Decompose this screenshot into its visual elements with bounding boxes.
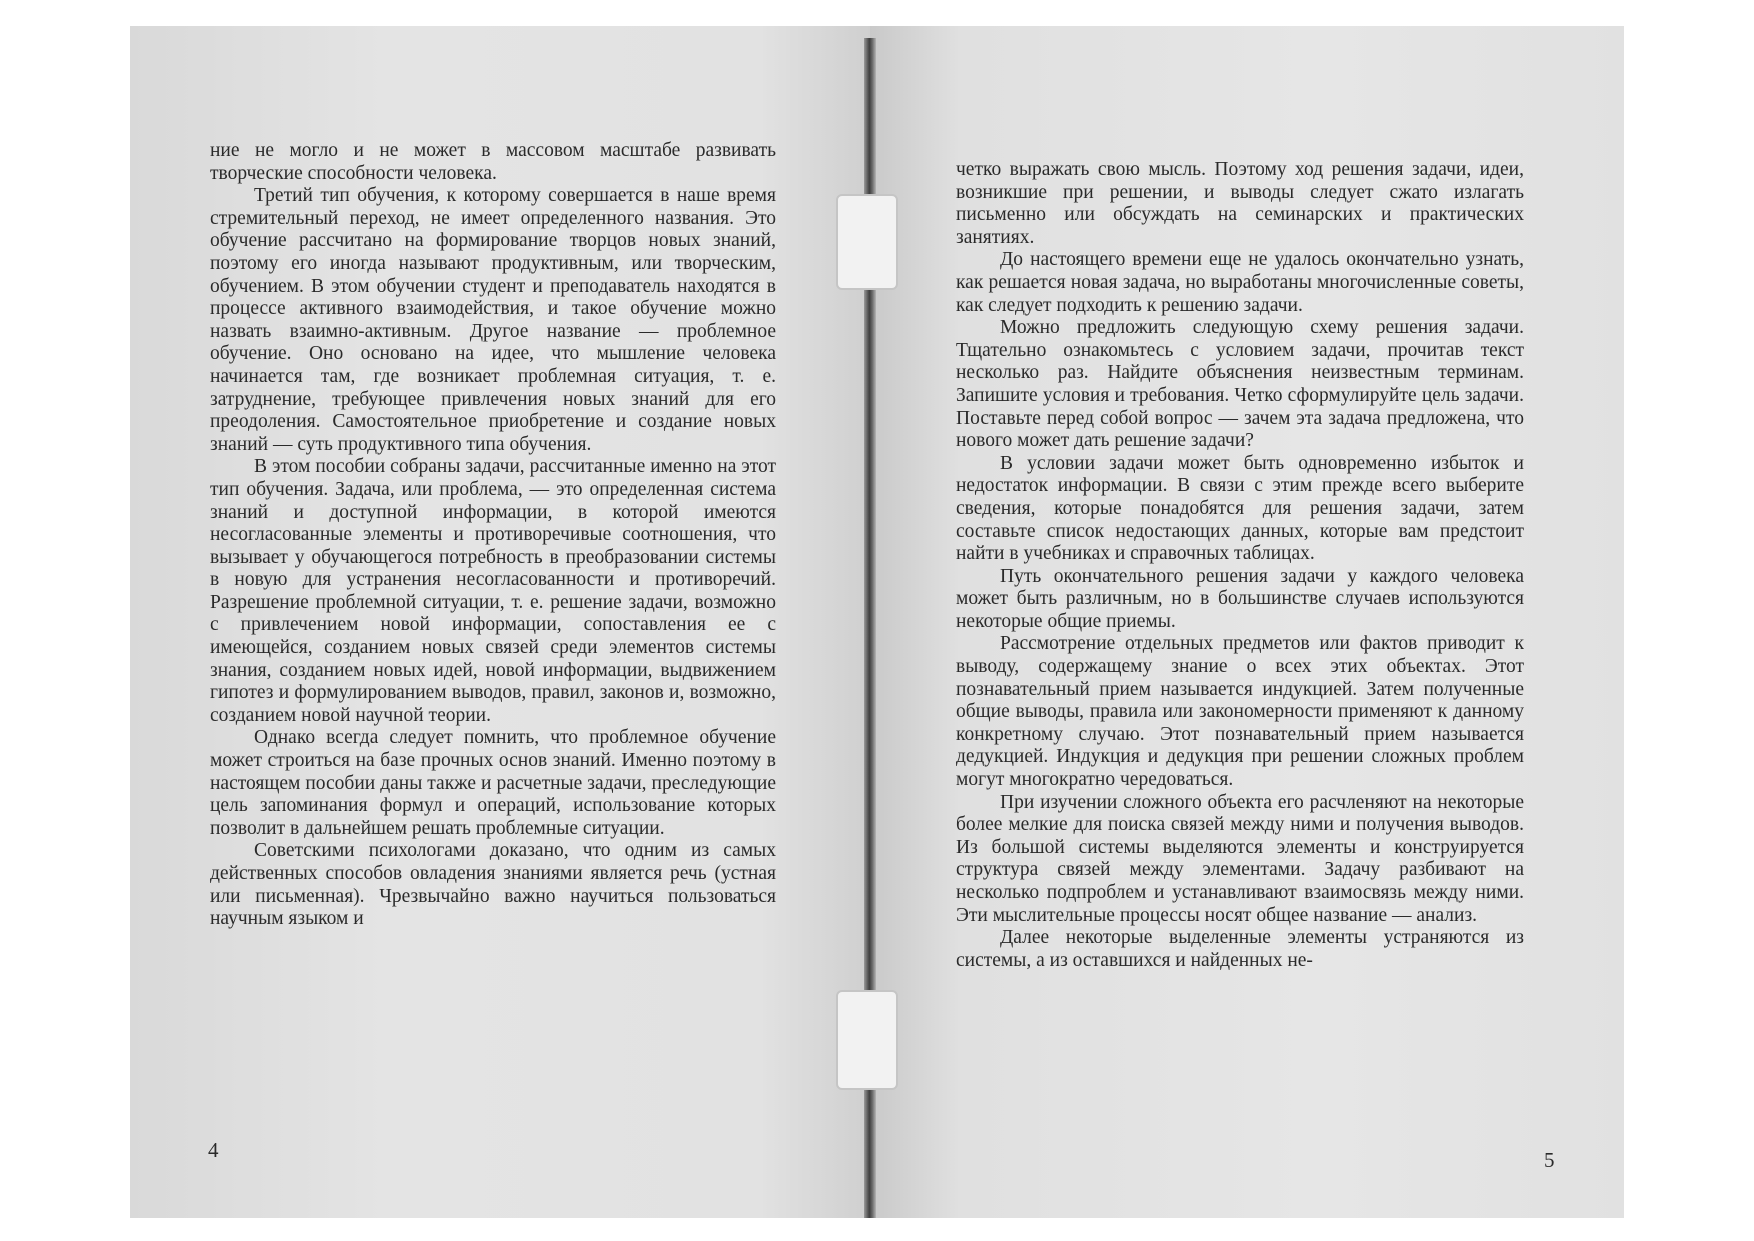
paragraph: Рассмотрение отдельных предметов или фактов приводит к выводу, содержащему знание о всех этих объектах. Этот познавательный прием называется индукцией. Затем полученные общие выводы, правила или закономерности применяют к данному конкретному случаю. Этот познавательный прием называется дедукцией. Индукция и дедукция при решении сложных проблем могут многократно чередоваться. — [956, 633, 1524, 791]
paragraph: При изучении сложного объекта его расчленяют на некоторые более мелкие для поиска связей между ними и получения выводов. Из большой системы выделяются элементы и конструируется структура связей между элементами. Задачу разбивают на несколько подпроблем и устанавливают взаимосвязь между ними. Эти мыслительные процессы носят общее название — анализ. — [956, 791, 1524, 926]
paragraph: Можно предложить следующую схему решения задачи. Тщательно ознакомьтесь с условием задачи, прочитав текст несколько раз. Найдите объяснения неизвестным терминам. Запишите условия и требования. Четко сформулируйте цель задачи. Поставьте перед собой вопрос — зачем эта задача предложена, что нового может дать решение задачи? — [956, 317, 1524, 452]
paragraph: В этом пособии собраны задачи, рассчитанные именно на этот тип обучения. Задача, или проблема, — это определенная система знаний и доступной информации, в которой имеются несогласованные элементы и противоречивые соотношения, что вызывает у обучающегося потребность в преобразовании системы в новую для устранения несогласованности и противоречий. Разрешение проблемной ситуации, т. е. решение задачи, возможно с привлечением новой информации, сопоставления ее с имеющейся, созданием новых связей среди элементов системы знания, созданием новых идей, новой информации, выдвижением гипотез и формулированием выводов, правил, законов и, возможно, созданием новой научной теории. — [210, 456, 776, 726]
right-page — [870, 26, 1624, 1218]
paragraph: До настоящего времени еще не удалось окончательно узнать, как решается новая задача, но выработаны многочисленные советы, как следует подходить к решению задачи. — [956, 249, 1524, 316]
page-number: 5 — [1544, 1148, 1555, 1172]
staple-mark — [836, 194, 898, 290]
paragraph: Третий тип обучения, к которому совершается в наше время стремительный переход, не имеет определенного названия. Это обучение рассчитано на формирование творцов новых знаний, поэтому его иногда называют продуктивным, или творческим, обучением. В этом обучении студент и преподаватель находятся в процессе активного взаимодействия, и такое обучение можно назвать взаимно-активным. Другое название — проблемное обучение. Оно основано на идее, что мышление человека начинается там, где возникает проблемная ситуация, т. е. затруднение, требующее привлечения новых знаний для его преодоления. Самостоятельное приобретение и создание новых знаний — суть продуктивного типа обучения. — [210, 185, 776, 455]
paragraph: Путь окончательного решения задачи у каждого человека может быть различным, но в большинстве случаев используются некоторые общие приемы. — [956, 565, 1524, 632]
paragraph: ние не могло и не может в массовом масштабе развивать творческие способности человека. — [210, 140, 776, 184]
page-number: 4 — [208, 1138, 219, 1162]
left-page-text — [210, 140, 776, 931]
paragraph: Однако всегда следует помнить, что проблемное обучение может строиться на базе прочных основ знаний. Именно поэтому в настоящем пособии даны также и расчетные задачи, преследующие цель запоминания формул и операций, использование которых позволит в дальнейшем решать проблемные ситуации. — [210, 727, 776, 839]
staple-mark — [836, 990, 898, 1090]
book-scan — [130, 26, 1624, 1218]
right-page-text — [956, 159, 1524, 972]
paragraph: В условии задачи может быть одновременно избыток и недостаток информации. В связи с этим прежде всего выберите сведения, которые понадобятся для решения задачи, затем составьте список недостающих данных, которые вам предстоит найти в учебниках и справочных таблицах. — [956, 452, 1524, 565]
paragraph: четко выражать свою мысль. Поэтому ход решения задачи, идеи, возникшие при решении, и выводы следует сжато излагать письменно или обсуждать на семинарских и практических занятиях. — [956, 159, 1524, 248]
paragraph: Советскими психологами доказано, что одним из самых действенных способов овладения знаниями является речь (устная или письменная). Чрезвычайно важно научиться пользоваться научным языком и — [210, 840, 776, 930]
left-page — [130, 26, 870, 1218]
paragraph: Далее некоторые выделенные элементы устраняются из системы, а из оставшихся и найденных не- — [956, 927, 1524, 971]
